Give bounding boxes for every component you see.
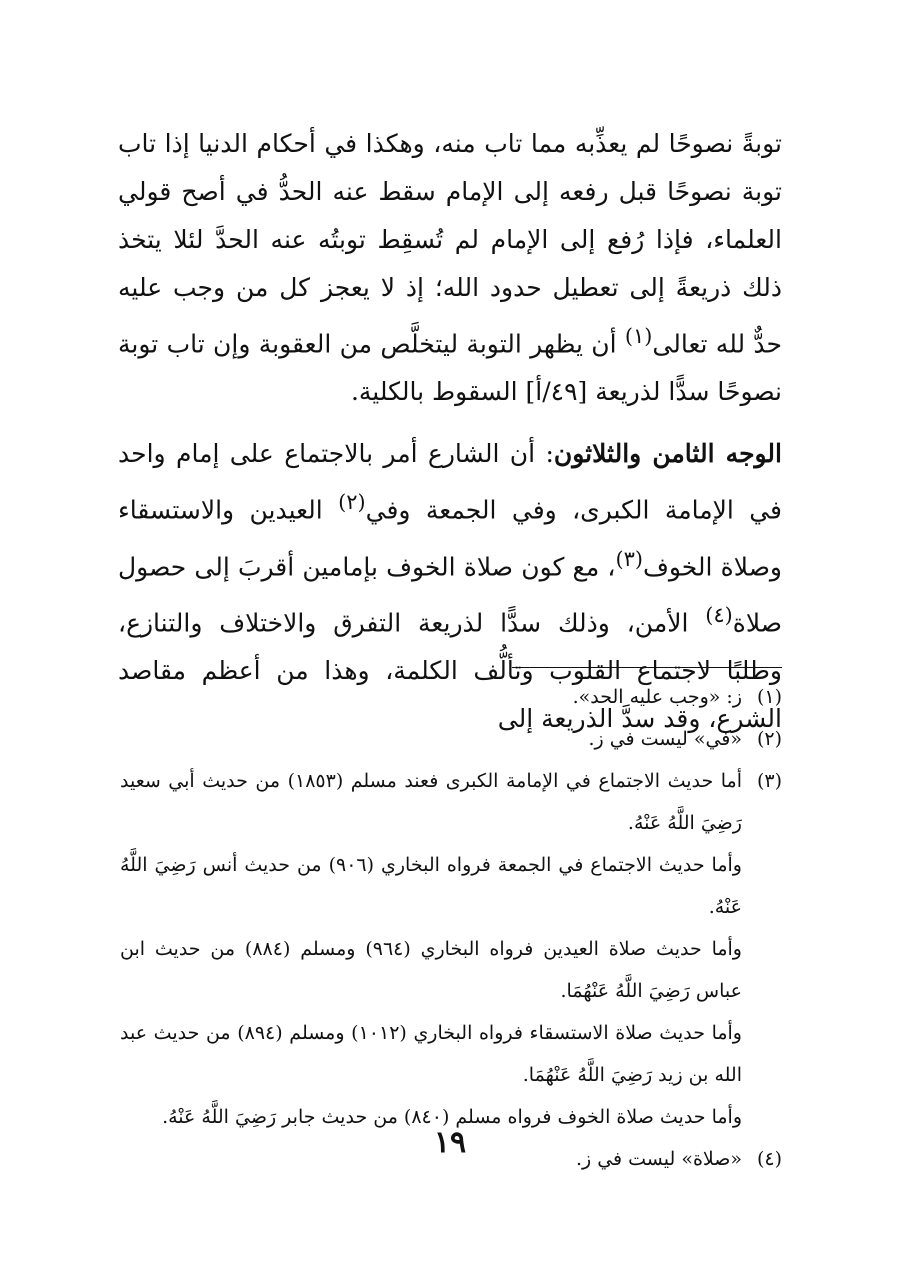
footnote-1 [120, 676, 782, 718]
footnote-line: وأما حديث صلاة الخوف فرواه مسلم (٨٤٠) من حديث جابر رَضِيَ اللَّهُ عَنْهُ. [162, 1106, 742, 1128]
footnote-line: «في» ليست في ز. [588, 728, 742, 750]
footnote-divider [512, 667, 782, 668]
paragraph-1-text: توبةً نصوحًا لم يعذِّبه مما تاب منه، وهكذا في أحكام الدنيا إذا تاب توبة نصوحًا قبل رفعه إلى الإمام سقط عنه الحدُّ في أصح قولي العلماء، فإذا رُفع إلى الإمام لم تُسقِط توبتُه عنه الحدَّ لئلا يتخذ ذلك ذريعةً إلى تعطيل حدود الله؛ إذ لا يعجز كل من وجب عليه حدٌّ لله تعالى [118, 129, 783, 359]
section-heading: الوجه الثامن والثلاثون [553, 439, 782, 469]
main-text-block [118, 120, 782, 743]
footnote-ref-4: (٤) [705, 602, 733, 627]
footnote-line: وأما حديث صلاة العيدين فرواه البخاري (٩٦٤) ومسلم (٨٨٤) من حديث ابن عباس رَضِيَ اللَّهُ عَنْهُمَا. [120, 938, 742, 1002]
footnote-line: ز: «وجب عليه الحد». [572, 686, 742, 708]
footnote-line: وأما حديث الاجتماع في الجمعة فرواه البخاري (٩٠٦) من حديث أنس رَضِيَ اللَّهُ عَنْهُ. [120, 854, 742, 918]
footnotes-block [120, 676, 782, 1180]
footnote-number: (٢) [756, 728, 782, 750]
footnote-number: (٣) [756, 770, 782, 792]
footnote-2 [120, 718, 782, 760]
footnote-body [120, 760, 742, 1138]
paragraph-2-part-d: الأمن، وذلك سدًّا لذريعة التفرق والاختلاف والتنازع، وطلبًا لاجتماع القلوب وتألُّف الكلمة، وهذا من أعظم مقاصد الشرع، وقد سدَّ الذريعة إلى [118, 608, 782, 734]
footnote-body [120, 718, 742, 760]
footnote-3 [120, 760, 782, 1138]
footnote-number: (١) [756, 686, 782, 708]
footnote-line: أما حديث الاجتماع في الإمامة الكبرى فعند مسلم (١٨٥٣) من حديث أبي سعيد رَضِيَ اللَّهُ عَنْهُ. [120, 770, 742, 834]
footnote-line: وأما حديث صلاة الاستسقاء فرواه البخاري (١٠١٢) ومسلم (٨٩٤) من حديث عبد الله بن زيد رَضِيَ اللَّهُ عَنْهُمَا. [120, 1022, 742, 1086]
footnote-ref-1: (١) [624, 324, 653, 348]
paragraph-2-part-b: العيدين والاستسقاء وصلاة الخوف [118, 495, 782, 581]
page-number: ١٩ [433, 1125, 467, 1160]
paragraph-2-part-c: ، مع كون صلاة الخوف بإمامين أقربَ إلى حصول صلاة [118, 551, 782, 638]
paragraph-1 [118, 120, 782, 416]
paragraph-1-end: أن يظهر التوبة ليتخلَّص من العقوبة وإن تاب توبة نصوحًا سدًّا لذريعة [٤٩/أ] السقوط بالكلية. [118, 329, 782, 407]
paragraph-2-part-a: : أن الشارع أمر بالاجتماع على إمام واحد في الإمامة الكبرى، وفي الجمعة وفي [118, 439, 782, 525]
footnote-ref-3: (٣) [615, 546, 643, 571]
footnote-line: «صلاة» ليست في ز. [575, 1148, 742, 1170]
footnote-body [120, 676, 742, 718]
footnote-ref-2: (٢) [338, 490, 366, 515]
footnote-number: (٤) [756, 1148, 782, 1170]
